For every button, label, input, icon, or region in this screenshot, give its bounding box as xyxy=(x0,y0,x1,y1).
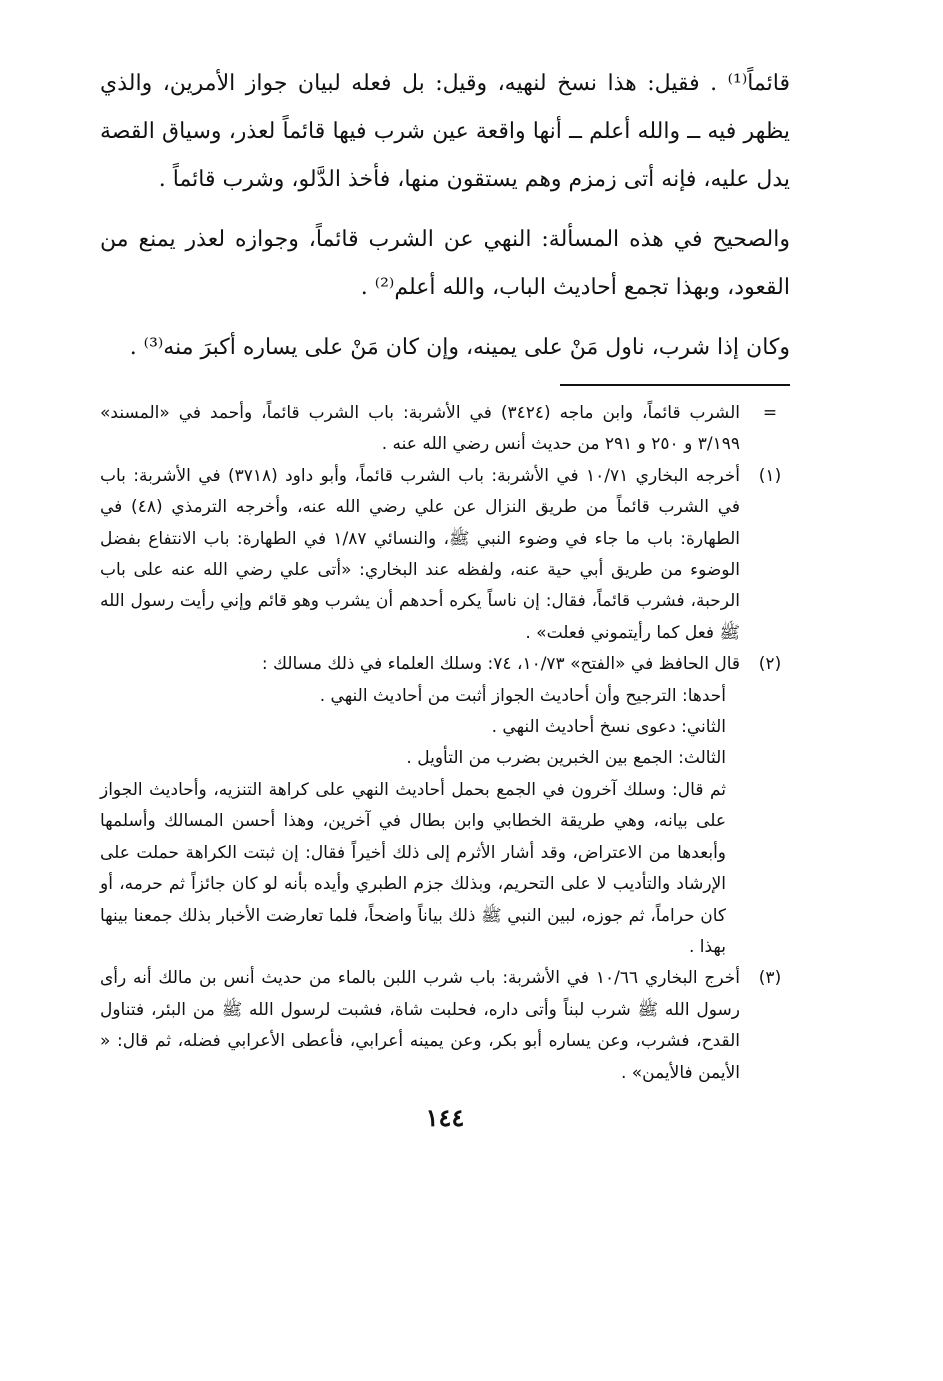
footnotes xyxy=(100,398,790,1089)
footnote-2-item-1: أحدها: الترجيح وأن أحاديث الجواز أثبت من أحاديث النهي . xyxy=(319,685,726,706)
footnote-3 xyxy=(100,963,790,1089)
footnote-3-marker: (٣) xyxy=(758,968,782,989)
page xyxy=(100,60,790,1132)
footnote-2 xyxy=(100,649,790,963)
page-number: ١٤٤ xyxy=(425,1102,465,1132)
continuation-mark: = xyxy=(762,403,778,423)
footnote-2-item-3: الثالث: الجمع بين الخبرين بضرب من التأويل . xyxy=(406,748,726,769)
footnote-continuation-text: الشرب قائماً، وابن ماجه (٣٤٢٤) في الأشربة: باب الشرب قائماً، وأحمد في «المسند» ٣/١٩٩ و ٢٥٠ و ٢٩١ من حديث أنس رضي الله عنه . xyxy=(100,403,740,455)
main-paragraph-1: قائماً⁽¹⁾ . فقيل: هذا نسخ لنهيه، وقيل: بل فعله لبيان جواز الأمرين، والذي يظهر فيه ــ والله أعلم ــ أنها واقعة عين شرب فيها قائماً لعذر، وسياق القصة يدل عليه، فإنه أتى زمزم وهم يستقون منها، فأخذ الدَّلو، وشرب قائماً . xyxy=(100,71,790,192)
footnote-2-rest: ثم قال: وسلك آخرون في الجمع بحمل أحاديث النهي على كراهة التنزيه، وأحاديث الجواز على بيانه، وهي طريقة الخطابي وابن بطال في آخرين، وهذا أحسن المسالك وأسلمها وأبعدها من الاعتراض، وقد أشار الأثرم إلى ذلك أخيراً فقال: إن ثبتت الكراهة حملت على الإرشاد والتأديب لا على التحريم، وبذلك جزم الطبري وأيده بأنه لو كان جائزاً ثم حرمه، أو كان حراماً، ثم جوزه، لبين النبي ﷺ ذلك بياناً واضحاً، فلما تعارضت الأخبار بذلك جمعنا بينها بهذا . xyxy=(100,779,726,957)
footnote-3-text: أخرج البخاري ١٠/٦٦ في الأشربة: باب شرب اللبن بالماء من حديث أنس بن مالك أنه رأى رسول الله ﷺ شرب لبناً وأتى داره، فحلبت شاة، فشبت لرسول الله ﷺ من البئر، فتناول القدح، فشرب، وعن يساره أبو بكر، وعن يمينه أعرابي، فأعطى الأعرابي فضله، ثم قال: « الأيمن فالأيمن» . xyxy=(100,968,740,1083)
footnote-divider xyxy=(560,384,790,386)
footnote-1 xyxy=(100,461,790,649)
footnote-2-intro: قال الحافظ في «الفتح» ١٠/٧٣، ٧٤: وسلك العلماء في ذلك مسالك : xyxy=(261,654,740,675)
footnote-2-marker: (٢) xyxy=(758,654,782,675)
main-paragraph-3: وكان إذا شرب، ناول مَنْ على يمينه، وإن كان مَنْ على يساره أكبرَ منه⁽³⁾ . xyxy=(129,335,790,360)
footnote-1-marker: (١) xyxy=(758,465,782,486)
main-paragraph-2: والصحيح في هذه المسألة: النهي عن الشرب قائماً، وجوازه لعذر يمنع من القعود، وبهذا تجمع أحاديث الباب، والله أعلم⁽²⁾ . xyxy=(100,227,790,300)
main-text xyxy=(100,60,790,372)
footnote-1-text: أخرجه البخاري ١٠/٧١ في الأشربة: باب الشرب قائماً، وأبو داود (٣٧١٨) في الأشربة: باب في الشرب قائماً من طريق النزال عن علي رضي الله عنه، وأخرجه الترمذي (٤٨) في الطهارة: باب ما جاء في وضوء النبي ﷺ، والنسائي ١/٨٧ في الطهارة: باب الانتفاع بفضل الوضوء من طريق أبي حية عنه، ولفظه عند البخاري: «أتى علي رضي الله عنه على باب الرحبة، فشرب قائماً، فقال: إن ناساً يكره أحدهم أن يشرب وهو قائم وإني رأيت رسول الله ﷺ فعل كما رأيتموني فعلت» . xyxy=(100,465,740,643)
footnote-2-item-2: الثاني: دعوى نسخ أحاديث النهي . xyxy=(491,717,726,738)
footnote-continuation xyxy=(100,398,790,461)
